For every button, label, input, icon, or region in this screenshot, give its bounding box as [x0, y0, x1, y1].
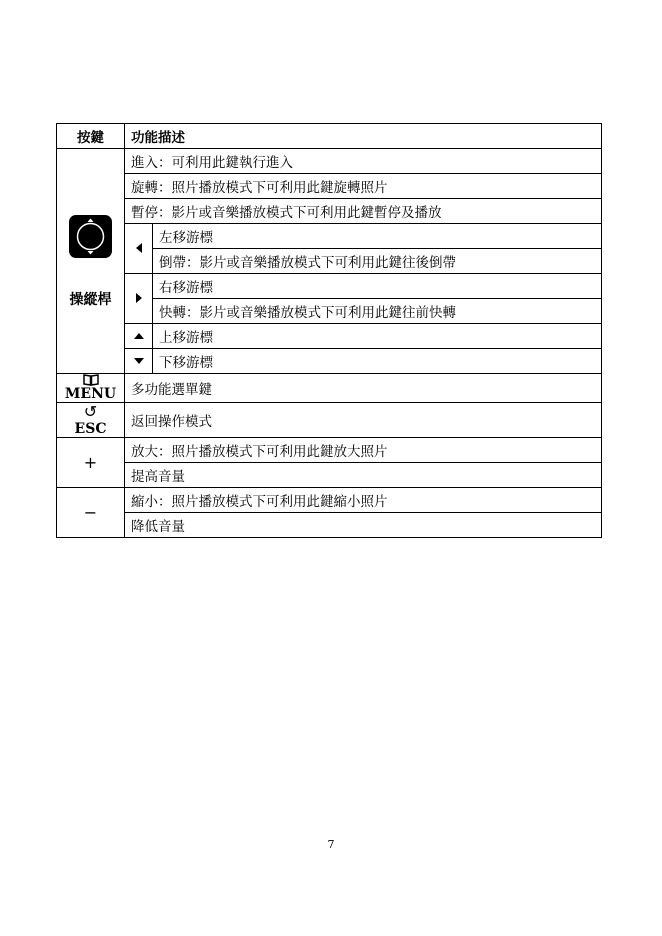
page-number: 7: [327, 838, 335, 851]
joystick-down-move: 下移游標: [153, 349, 602, 374]
minus-key-cell: [57, 488, 125, 538]
table-row: [57, 324, 602, 349]
joystick-left-move: 左移游標: [153, 224, 602, 249]
plus-key-cell: [57, 438, 125, 488]
right-arrow-icon: [135, 293, 143, 303]
down-arrow-cell: [125, 349, 153, 374]
plus-icon: +: [83, 452, 98, 472]
left-arrow-icon: [135, 243, 143, 253]
plus-volume-up: 提高音量: [125, 463, 602, 488]
menu-label: MENU: [64, 386, 117, 402]
menu-description: 多功能選單鍵: [125, 374, 602, 403]
table-row: [57, 513, 602, 538]
joystick-up-move: 上移游標: [153, 324, 602, 349]
table-row: [57, 403, 602, 438]
table-row: [57, 463, 602, 488]
right-arrow-cell: [125, 274, 153, 324]
joystick-key-cell: [57, 149, 125, 374]
table-row: [57, 149, 602, 174]
left-arrow-cell: [125, 224, 153, 274]
header-description: 功能描述: [125, 124, 602, 149]
table-row: [57, 174, 602, 199]
table-row: [57, 224, 602, 249]
minus-volume-down: 降低音量: [125, 513, 602, 538]
table-row: [57, 349, 602, 374]
joystick-right-move: 右移游標: [153, 274, 602, 299]
book-icon: [83, 374, 99, 386]
esc-key-cell: [57, 403, 125, 438]
esc-description: 返回操作模式: [125, 403, 602, 438]
menu-key-cell: [57, 374, 125, 403]
minus-icon: −: [83, 502, 98, 522]
return-icon: ↺: [83, 402, 98, 421]
table-row: [57, 438, 602, 463]
joystick-rotate: 旋轉：照片播放模式下可利用此鍵旋轉照片: [125, 174, 602, 199]
table-header-row: [57, 124, 602, 149]
joystick-enter: 進入：可利用此鍵執行進入: [125, 149, 602, 174]
minus-zoom-out: 縮小：照片播放模式下可利用此鍵縮小照片: [125, 488, 602, 513]
joystick-rewind: 倒帶：影片或音樂播放模式下可利用此鍵往後倒帶: [153, 249, 602, 274]
joystick-label: 操縱桿: [69, 291, 112, 308]
joystick-icon: [68, 214, 113, 259]
joystick-pause: 暫停：影片或音樂播放模式下可利用此鍵暫停及播放: [125, 199, 602, 224]
up-arrow-cell: [125, 324, 153, 349]
key-function-table: [56, 123, 602, 538]
plus-zoom-in: 放大：照片播放模式下可利用此鍵放大照片: [125, 438, 602, 463]
table-row: [57, 488, 602, 513]
table-row: [57, 374, 602, 403]
joystick-fast-forward: 快轉：影片或音樂播放模式下可利用此鍵往前快轉: [153, 299, 602, 324]
down-arrow-icon: [134, 357, 144, 365]
table-row: [57, 274, 602, 299]
up-arrow-icon: [134, 332, 144, 340]
header-key: 按鍵: [57, 124, 125, 149]
esc-label: ESC: [74, 421, 107, 437]
table-row: [57, 199, 602, 224]
